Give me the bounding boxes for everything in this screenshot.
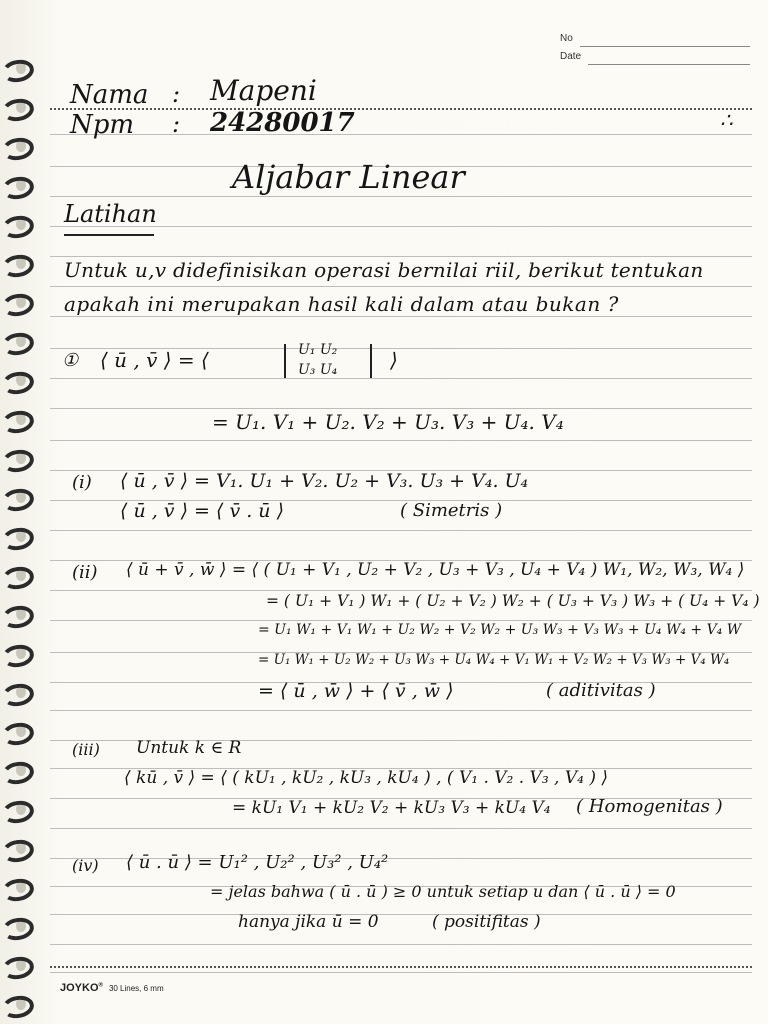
ruled-line (50, 440, 752, 441)
section-underline (64, 234, 154, 236)
ruled-line (50, 408, 752, 409)
step-iv-line-1: ⟨ ū . ū ⟩ = U₁² , U₂² , U₃² , U₄² (126, 852, 389, 873)
spiral-ring (2, 253, 32, 273)
ruled-line (50, 620, 752, 621)
intro-line-1: Untuk u,v didefinisikan operasi bernilai riil, berikut tentukan (64, 258, 704, 282)
det-bar-left (284, 344, 286, 378)
step-iii-label: (iii) (72, 740, 100, 759)
nama-value: Mapeni (210, 74, 317, 107)
spiral-ring (2, 955, 32, 975)
step-i-line-1: ⟨ ū , v̄ ⟩ = V₁. U₁ + V₂. U₂ + V₃. U₃ + V₄. U₄ (120, 470, 529, 492)
step-i-note: ( Simetris ) (400, 500, 503, 521)
step-iv-note: ( positifitas ) (432, 912, 541, 932)
no-label: No (560, 33, 573, 44)
ruled-line (50, 530, 752, 531)
step-ii-note: ( aditivitas ) (546, 680, 656, 701)
ruled-line (50, 710, 752, 711)
ruled-line (50, 108, 752, 110)
date-label: Date (560, 51, 582, 62)
spiral-ring (2, 565, 32, 585)
ruled-line (50, 378, 752, 379)
spiral-ring (2, 214, 32, 234)
nama-label: Nama (70, 80, 149, 110)
spiral-ring (2, 175, 32, 195)
step-ii-line-3: = U₁ W₁ + V₁ W₁ + U₂ W₂ + V₂ W₂ + U₃ W₃ + V₃ W₃ + U₄ W₄ + V₄ W (258, 622, 742, 638)
brand-logo: JOYKO® 30 Lines, 6 mm (60, 982, 164, 994)
spiral-ring (2, 136, 32, 156)
spiral-ring (2, 370, 32, 390)
step-i-line-2: ⟨ ū , v̄ ⟩ = ⟨ v̄ . ū ⟩ (120, 500, 284, 522)
spiral-ring (2, 58, 32, 78)
spiral-ring (2, 877, 32, 897)
intro-line-2: apakah ini merupakan hasil kali dalam atau bukan ? (64, 292, 619, 316)
problem-number: ① (62, 350, 79, 371)
ruled-line-bottom (50, 966, 752, 968)
step-ii-line-5: = ⟨ ū , w̄ ⟩ + ⟨ v̄ , w̄ ⟩ (258, 680, 454, 702)
section-heading: Latihan (64, 200, 157, 228)
spiral-ring (2, 448, 32, 468)
step-i-label: (i) (72, 472, 92, 493)
matrix-row-2: U₃ U₄ (298, 362, 338, 378)
step-ii-line-4: = U₁ W₁ + U₂ W₂ + U₃ W₃ + U₄ W₄ + V₁ W₁ + V₂ W₂ + V₃ W₃ + V₄ W₄ (258, 652, 730, 668)
brand-name: JOYKO (60, 982, 99, 994)
npm-value: 24280017 (210, 108, 355, 138)
ruled-line (50, 196, 752, 197)
ruled-line (50, 914, 752, 915)
step-iii-condition: Untuk k ∈ R (136, 738, 242, 758)
ruled-line (50, 944, 752, 945)
step-ii-line-2: = ( U₁ + V₁ ) W₁ + ( U₂ + V₂ ) W₂ + ( U₃ + V₃ ) W₃ + ( U₄ + V₄ ) (266, 592, 760, 610)
problem-lhs: ⟨ ū , v̄ ⟩ = ⟨ (100, 348, 209, 372)
ruled-line (50, 972, 752, 973)
npm-label: Npm (70, 110, 135, 140)
problem-rhs: ⟩ (390, 348, 398, 372)
step-ii-label: (ii) (72, 562, 98, 583)
step-iii-line-1: ⟨ kū , v̄ ⟩ = ⟨ ( kU₁ , kU₂ , kU₃ , kU₄ ) , ( V₁ . V₂ . V₃ , V₄ ) ⟩ (124, 768, 609, 788)
no-line (580, 46, 750, 47)
step-iv-label: (iv) (72, 856, 99, 875)
spiral-ring (2, 682, 32, 702)
spiral-ring (2, 799, 32, 819)
spiral-ring (2, 604, 32, 624)
page-title: Aljabar Linear (232, 158, 465, 196)
step-iii-line-2: = kU₁ V₁ + kU₂ V₂ + kU₃ V₃ + kU₄ V₄ (232, 798, 551, 818)
date-line (588, 64, 750, 65)
spiral-ring (2, 760, 32, 780)
spiral-ring (2, 97, 32, 117)
spiral-ring (2, 526, 32, 546)
spiral-ring (2, 409, 32, 429)
spiral-ring (2, 331, 32, 351)
ruled-line (50, 316, 752, 317)
matrix-row-1: U₁ U₂ (298, 342, 338, 358)
ruled-line (50, 828, 752, 829)
ruled-line (50, 256, 752, 257)
therefore-symbol: ∴ (720, 108, 733, 132)
npm-colon: : (172, 110, 181, 138)
spiral-ring (2, 994, 32, 1014)
step-iv-line-2: = jelas bahwa ( ū . ū ) ≥ 0 untuk setiap u dan ⟨ ū . ū ⟩ = 0 (210, 882, 676, 901)
step-iii-note: ( Homogenitas ) (576, 796, 723, 817)
step-iv-line-3: hanya jika ū = 0 (238, 912, 379, 932)
spiral-ring (2, 916, 32, 936)
spiral-ring (2, 838, 32, 858)
spiral-ring (2, 643, 32, 663)
ruled-line (50, 134, 752, 135)
nama-colon: : (172, 80, 181, 108)
step-ii-line-1: ⟨ ū + v̄ , w̄ ⟩ = ⟨ ( U₁ + V₁ , U₂ + V₂ , U₃ + V₃ , U₄ + V₄ ) W₁, W₂, W₃, W₄ ⟩ (126, 560, 745, 580)
brand-spec: 30 Lines, 6 mm (108, 984, 164, 993)
ruled-line (50, 286, 752, 287)
spiral-ring (2, 487, 32, 507)
ruled-line (50, 590, 752, 591)
spiral-ring (2, 721, 32, 741)
problem-expansion: = U₁. V₁ + U₂. V₂ + U₃. V₃ + U₄. V₄ (212, 410, 564, 434)
spiral-ring (2, 292, 32, 312)
det-bar-right (370, 344, 372, 378)
